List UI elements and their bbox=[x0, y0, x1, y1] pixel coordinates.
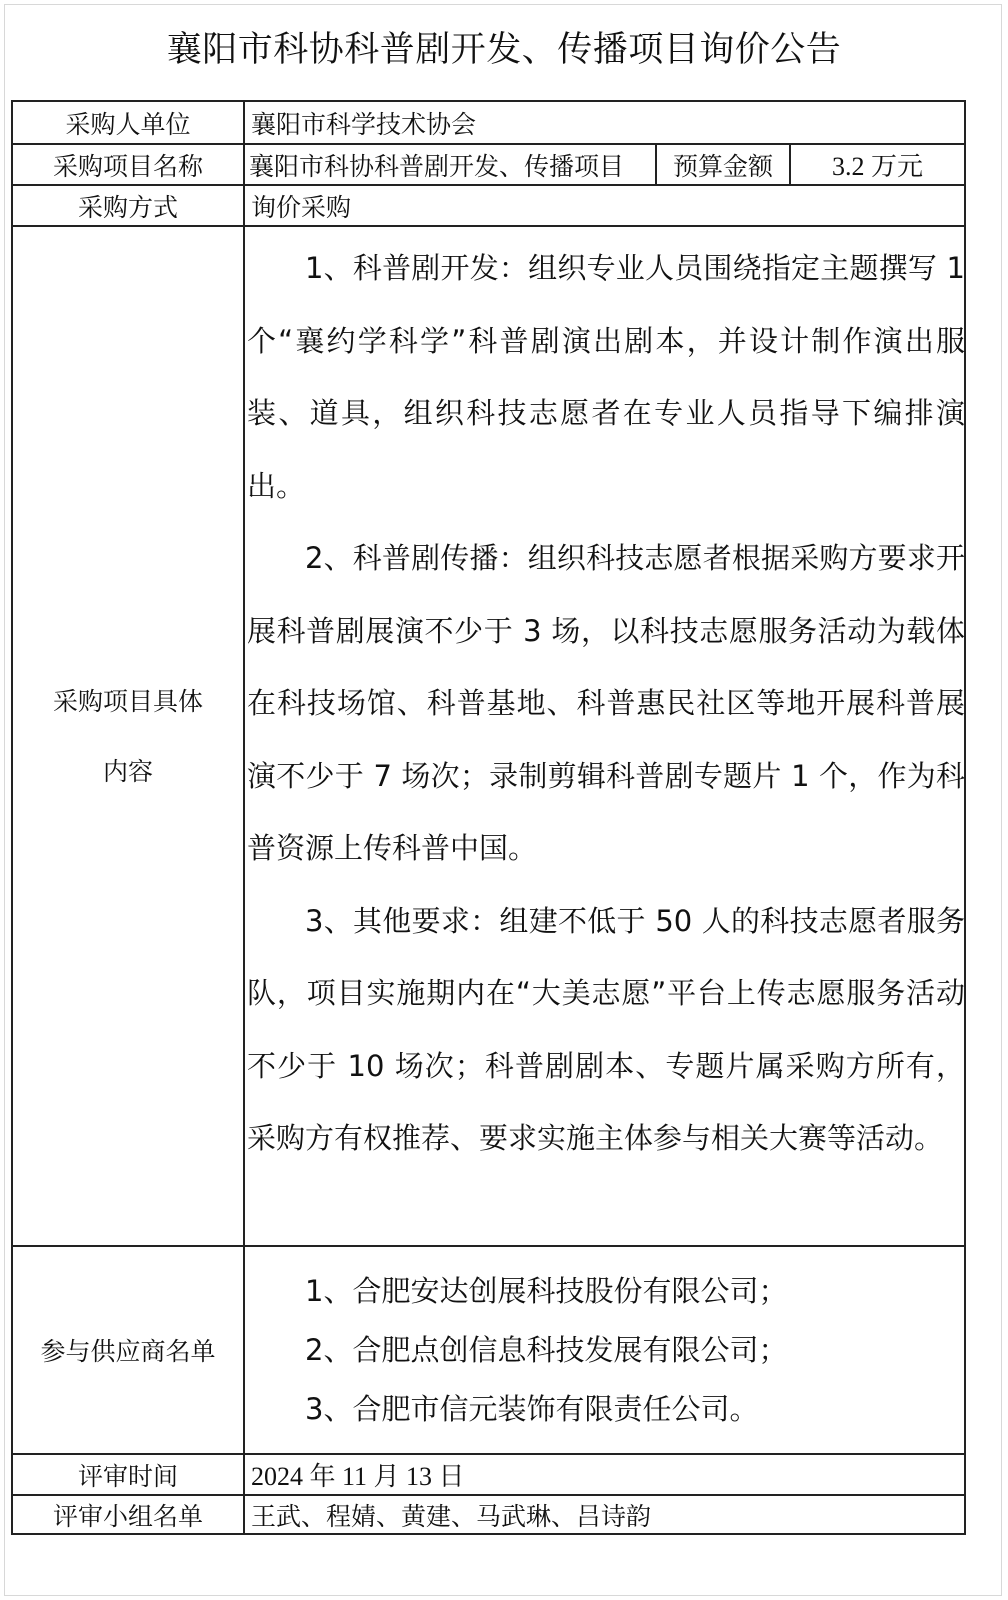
purchaser-value: 襄阳市科学技术协会 bbox=[251, 109, 477, 139]
content-paragraph-2: 2、科普剧传播：组织科技志愿者根据采购方要求开展科普剧展演不少于 3 场，以科技志愿服务活动为载体在科技场馆、科普基地、科普惠民社区等地开展科普展演不少于 7 场次；录制剪辑科普剧专题片 1 个，作为科普资源上传科普中国。 bbox=[247, 541, 965, 865]
review-panel-label: 评审小组名单 bbox=[52, 1501, 203, 1531]
content-body bbox=[247, 232, 965, 1175]
content-paragraph-3: 3、其他要求：组建不低于 50 人的科技志愿者服务队，项目实施期内在“大美志愿”平台上传志愿服务活动不少于 10 场次；科普剧剧本、专题片属采购方所有，采购方有权推荐、要求实施主体参与相关大赛等活动。 bbox=[247, 903, 965, 1155]
suppliers-label: 参与供应商名单 bbox=[40, 1337, 216, 1366]
supplier-item: 3、合肥市信元装饰有限责任公司。 bbox=[305, 1392, 759, 1426]
project-name-value: 襄阳市科协科普剧开发、传播项目 bbox=[249, 151, 625, 181]
review-panel-value: 王武、程婧、黄建、马武琳、吕诗韵 bbox=[251, 1501, 652, 1531]
review-time-label: 评审时间 bbox=[77, 1461, 178, 1491]
content-paragraph-1: 1、科普剧开发：组织专业人员围绕指定主题撰写 1 个“襄约学科学”科普剧演出剧本，并设计制作演出服装、道具，组织科技志愿者在专业人员指导下编排演出。 bbox=[247, 251, 965, 503]
method-label: 采购方式 bbox=[77, 192, 178, 222]
budget-value: 3.2 万元 bbox=[831, 152, 923, 181]
suppliers-list bbox=[247, 1262, 963, 1439]
project-name-label: 采购项目名称 bbox=[52, 151, 203, 181]
content-label bbox=[12, 667, 244, 807]
method-value: 询价采购 bbox=[251, 192, 352, 222]
page-title: 襄阳市科协科普剧开发、传播项目询价公告 bbox=[166, 30, 842, 70]
supplier-item: 1、合肥安达创展科技股份有限公司； bbox=[305, 1274, 788, 1308]
budget-label: 预算金额 bbox=[672, 151, 773, 181]
supplier-item: 2、合肥点创信息科技发展有限公司； bbox=[305, 1333, 788, 1367]
content-label-line1: 采购项目具体 bbox=[52, 687, 203, 716]
review-time-value: 2024 年 11 月 13 日 bbox=[251, 1462, 465, 1491]
content-label-line2: 内容 bbox=[102, 757, 153, 786]
purchaser-label: 采购人单位 bbox=[65, 109, 191, 139]
